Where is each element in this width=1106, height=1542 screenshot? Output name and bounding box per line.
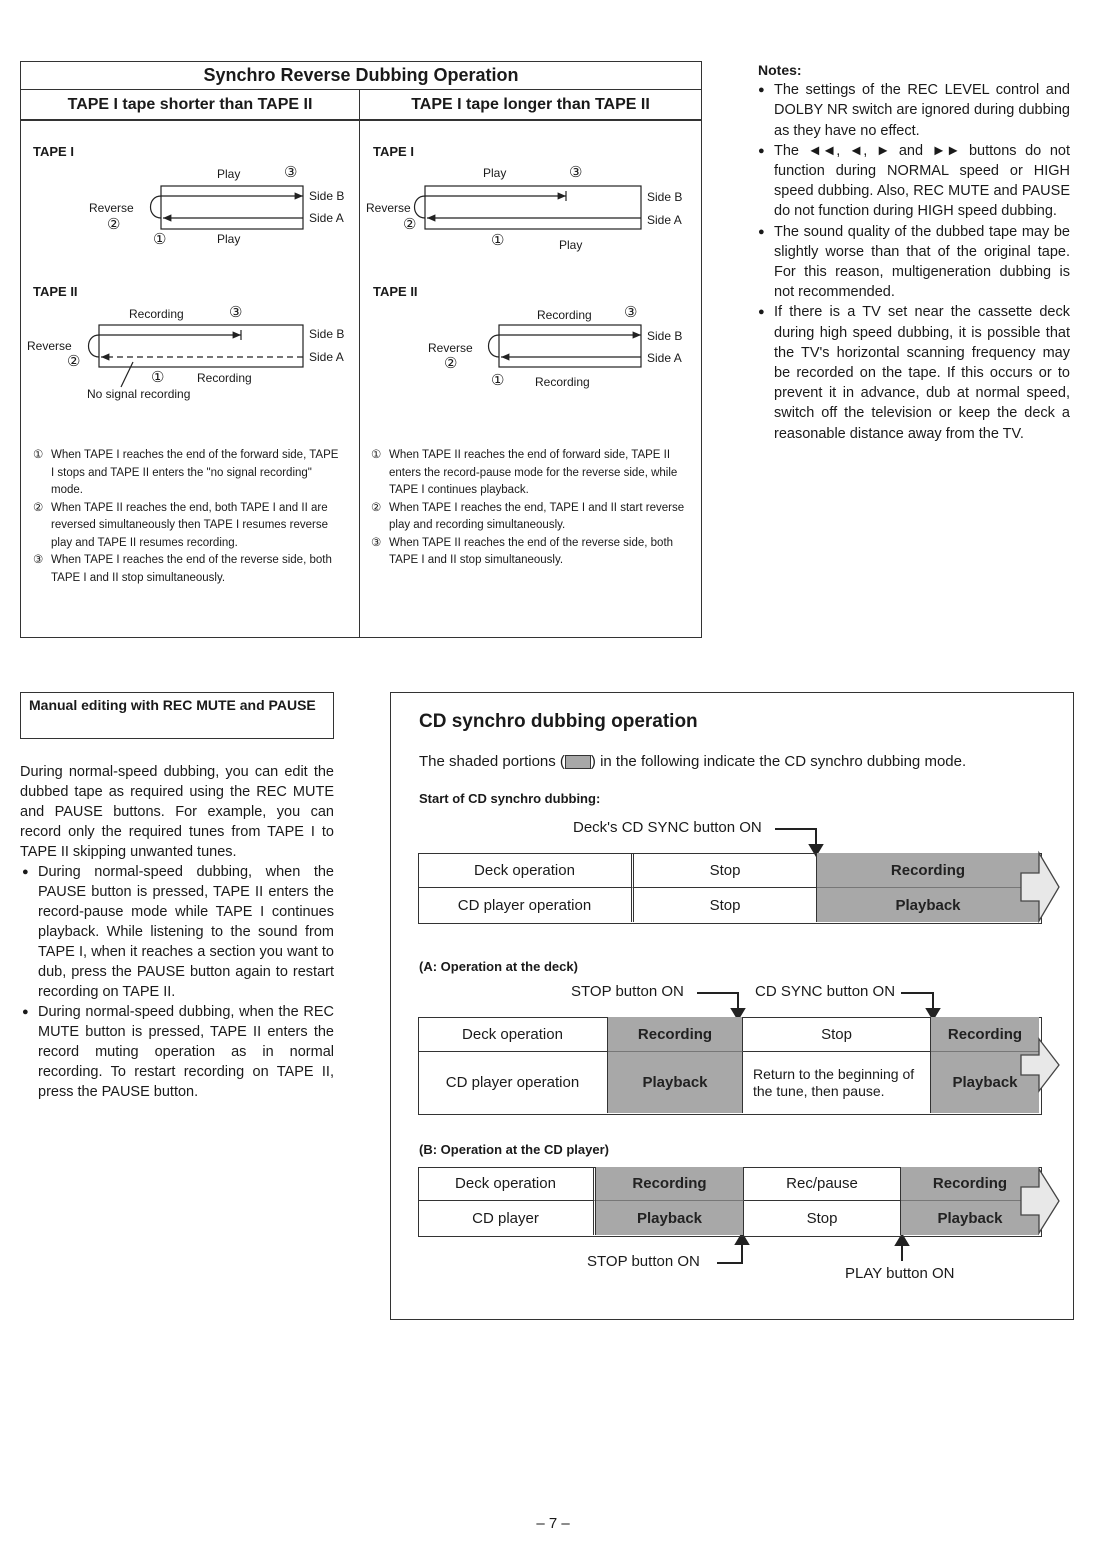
left-t1-num1: ① xyxy=(153,231,167,248)
t3-row2-c1: Playback xyxy=(596,1201,744,1235)
left-t2-num1: ① xyxy=(151,369,165,386)
page-number: – 7 – xyxy=(536,1515,570,1532)
right-t1-num1: ① xyxy=(491,232,505,249)
t1-row1-label: Deck operation xyxy=(418,853,634,888)
left-t1-num2: ② xyxy=(107,216,121,233)
start-heading: Start of CD synchro dubbing: xyxy=(419,791,601,806)
play-on-label: PLAY button ON xyxy=(845,1265,955,1282)
right-t1-num3: ③ xyxy=(569,164,583,181)
no-signal-label: No signal recording xyxy=(87,387,191,401)
cd-synchro-box xyxy=(390,692,1074,1320)
right-tape2-label: TAPE II xyxy=(373,284,418,299)
right-note-2: ② When TAPE I reaches the end, TAPE I and II start reverse play and recording simultaneously. xyxy=(371,501,685,531)
manual-intro: During normal-speed dubbing, you can edit the dubbed tape as required using the REC MUTE and PAUSE buttons. For example, you can record only the required tunes from TAPE I to TAPE II skipping unwanted tunes. xyxy=(20,764,334,860)
continuation-arrows xyxy=(391,693,1073,1319)
cd-sync-on-label: CD SYNC button ON xyxy=(755,983,896,1000)
left-t2-num3: ③ xyxy=(229,304,243,321)
right-t1-play-bottom: Play xyxy=(559,238,583,252)
notes-section xyxy=(758,60,1070,444)
t1-row2-label: CD player operation xyxy=(418,888,634,922)
right-t2-sideb: Side B xyxy=(647,329,683,343)
left-t2-reverse-curve xyxy=(89,335,100,357)
manual-editing-text xyxy=(20,762,334,1102)
right-t1-sidea: Side A xyxy=(647,213,682,227)
t2-row2-c2: Return to the beginning of the tune, then pause. xyxy=(743,1052,931,1113)
t1-continue-arrow xyxy=(1021,853,1059,921)
left-t1-tape-rect xyxy=(161,186,303,229)
t1-row2-c2: Playback xyxy=(817,888,1039,922)
right-t2-sidea: Side A xyxy=(647,351,682,365)
a-heading: (A: Operation at the deck) xyxy=(419,959,578,974)
t3-row1-label: Deck operation xyxy=(418,1167,596,1201)
t2-row2-c3: Playback xyxy=(931,1052,1039,1113)
right-t1-num2: ② xyxy=(403,216,417,233)
left-t1-play-top: Play xyxy=(217,167,241,181)
left-step-notes xyxy=(33,447,341,587)
t2-continue-arrow xyxy=(1021,1039,1059,1091)
right-t1-tape-rect xyxy=(425,186,641,229)
t3-row1-c3: Recording xyxy=(901,1167,1039,1201)
t3-continue-arrow xyxy=(1021,1169,1059,1233)
left-t1-reverse: Reverse xyxy=(89,201,134,215)
note-item-3: ● The sound quality of the dubbed tape may be slightly worse than that of the original tape. For this reason, multigeneration dubbing is not recommended. xyxy=(758,222,1070,303)
right-t2-tape-rect xyxy=(499,325,641,367)
right-step-notes xyxy=(371,447,689,570)
left-t1-sidea: Side A xyxy=(309,211,344,225)
note-item-1: ● The settings of the REC LEVEL control and DOLBY NR switch are ignored during dubbing as they have no effect. xyxy=(758,80,1070,141)
right-tape1-label: TAPE I xyxy=(373,144,414,159)
deck-sync-label: Deck's CD SYNC button ON xyxy=(573,819,762,836)
right-note-3: ③ When TAPE II reaches the end of the reverse side, both TAPE I and II stop simultaneously. xyxy=(371,536,674,566)
left-t1-sideb: Side B xyxy=(309,189,345,203)
t3-row2-label: CD player xyxy=(418,1201,596,1235)
right-t1-play-top: Play xyxy=(483,166,507,180)
t2-row1-c2: Stop xyxy=(743,1017,931,1052)
left-t2-reverse: Reverse xyxy=(27,339,72,353)
right-t2-reverse-curve xyxy=(489,335,500,357)
right-column-heading: TAPE I tape longer than TAPE II xyxy=(360,90,701,121)
left-t2-num2: ② xyxy=(67,353,81,370)
t2-row2-label: CD player operation xyxy=(418,1052,608,1113)
manual-bullet-1: ● During normal-speed dubbing, when the PAUSE button is pressed, TAPE II enters the record-pause mode while TAPE I continues playback. While listening to the sound from TAPE I, when it reaches a section you want to dub, press the PAUSE button again to restart recording on TAPE II. xyxy=(20,862,334,1002)
t2-row2-c1: Playback xyxy=(608,1052,743,1113)
right-t1-reverse: Reverse xyxy=(366,201,411,215)
t3-row2-c2: Stop xyxy=(744,1201,901,1235)
left-t1-reverse-curve xyxy=(151,196,162,218)
left-tape2-label: TAPE II xyxy=(33,284,78,299)
t2-row1-c1: Recording xyxy=(608,1017,743,1052)
t1-row1-c1: Stop xyxy=(634,853,817,888)
stop-on-b-label: STOP button ON xyxy=(587,1253,700,1270)
left-tape1-label: TAPE I xyxy=(33,144,74,159)
left-t2-recording-top: Recording xyxy=(129,307,184,321)
right-t2-num1: ① xyxy=(491,372,505,389)
cd-intro: The shaded portions ( ) in the following indicate the CD synchro dubbing mode. xyxy=(419,753,967,770)
manual-editing-heading: Manual editing with REC MUTE and PAUSE xyxy=(29,697,316,713)
left-note-2: ② When TAPE II reaches the end, both TAPE I and II are reversed simultaneously then TAPE I resumes reverse play and TAPE II resumes recording. xyxy=(33,501,328,549)
right-t2-recording-bottom: Recording xyxy=(535,375,590,389)
t3-row1-c2: Rec/pause xyxy=(744,1167,901,1201)
note-item-2: ● The ◄◄, ◄, ► and ►► buttons do not function during NORMAL speed or HIGH speed dubbing. Also, REC MUTE and PAUSE do not function during HIGH speed dubbing. xyxy=(758,141,1070,222)
notes-heading: Notes: xyxy=(758,62,802,78)
left-note-3: ③ When TAPE I reaches the end of the reverse side, both TAPE I and II stop simultaneously. xyxy=(33,554,332,584)
right-note-1: ① When TAPE II reaches the end of forward side, TAPE II enters the record-pause mode for the reverse side, while TAPE I continues playback. xyxy=(371,449,678,496)
t1-row1-c2: Recording xyxy=(817,853,1039,888)
right-t1-reverse-curve xyxy=(415,196,426,218)
left-t2-sideb: Side B xyxy=(309,327,345,341)
left-t1-num3: ③ xyxy=(284,164,298,181)
stop-on-label: STOP button ON xyxy=(571,983,684,1000)
t1-row2-c1: Stop xyxy=(634,888,817,922)
t2-row1-label: Deck operation xyxy=(418,1017,608,1052)
t2-row1-c3: Recording xyxy=(931,1017,1039,1052)
left-t1-play-bottom: Play xyxy=(217,232,241,246)
manual-bullet-2: ● During normal-speed dubbing, when the REC MUTE button is pressed, TAPE II enters the record muting operation as in normal recording. To restart recording on TAPE II, press the PAUSE button. xyxy=(20,1002,334,1102)
synchro-title: Synchro Reverse Dubbing Operation xyxy=(21,62,701,90)
left-t2-tape-rect xyxy=(99,325,303,367)
synchro-reverse-box xyxy=(20,61,702,638)
left-t2-recording-bottom: Recording xyxy=(197,371,252,385)
cd-title: CD synchro dubbing operation xyxy=(419,711,698,732)
right-t1-sideb: Side B xyxy=(647,190,683,204)
left-note-1: ① When TAPE I reaches the end of the forward side, TAPE I stops and TAPE II enters the "no signal recording" mode. xyxy=(33,449,339,496)
left-t2-sidea: Side A xyxy=(309,350,344,364)
no-signal-pointer xyxy=(121,362,133,387)
note-item-4: ● If there is a TV set near the cassette deck during high speed dubbing, it is possible that the TV's horizontal scanning frequency may be recorded on the tape. If this occurs or to prevent it in advance, dub at normal speed, switch off the television or keep the deck a reasonable distance away from the TV. xyxy=(758,302,1070,443)
right-t2-recording-top: Recording xyxy=(537,308,592,322)
manual-editing-heading-box xyxy=(20,692,334,739)
right-t2-num2: ② xyxy=(444,355,458,372)
t3-row2-c3: Playback xyxy=(901,1201,1039,1235)
t3-row1-c1: Recording xyxy=(596,1167,744,1201)
left-column-heading: TAPE I tape shorter than TAPE II xyxy=(21,90,359,121)
right-t2-reverse: Reverse xyxy=(428,341,473,355)
b-heading: (B: Operation at the CD player) xyxy=(419,1142,609,1157)
right-t2-num3: ③ xyxy=(624,304,638,321)
